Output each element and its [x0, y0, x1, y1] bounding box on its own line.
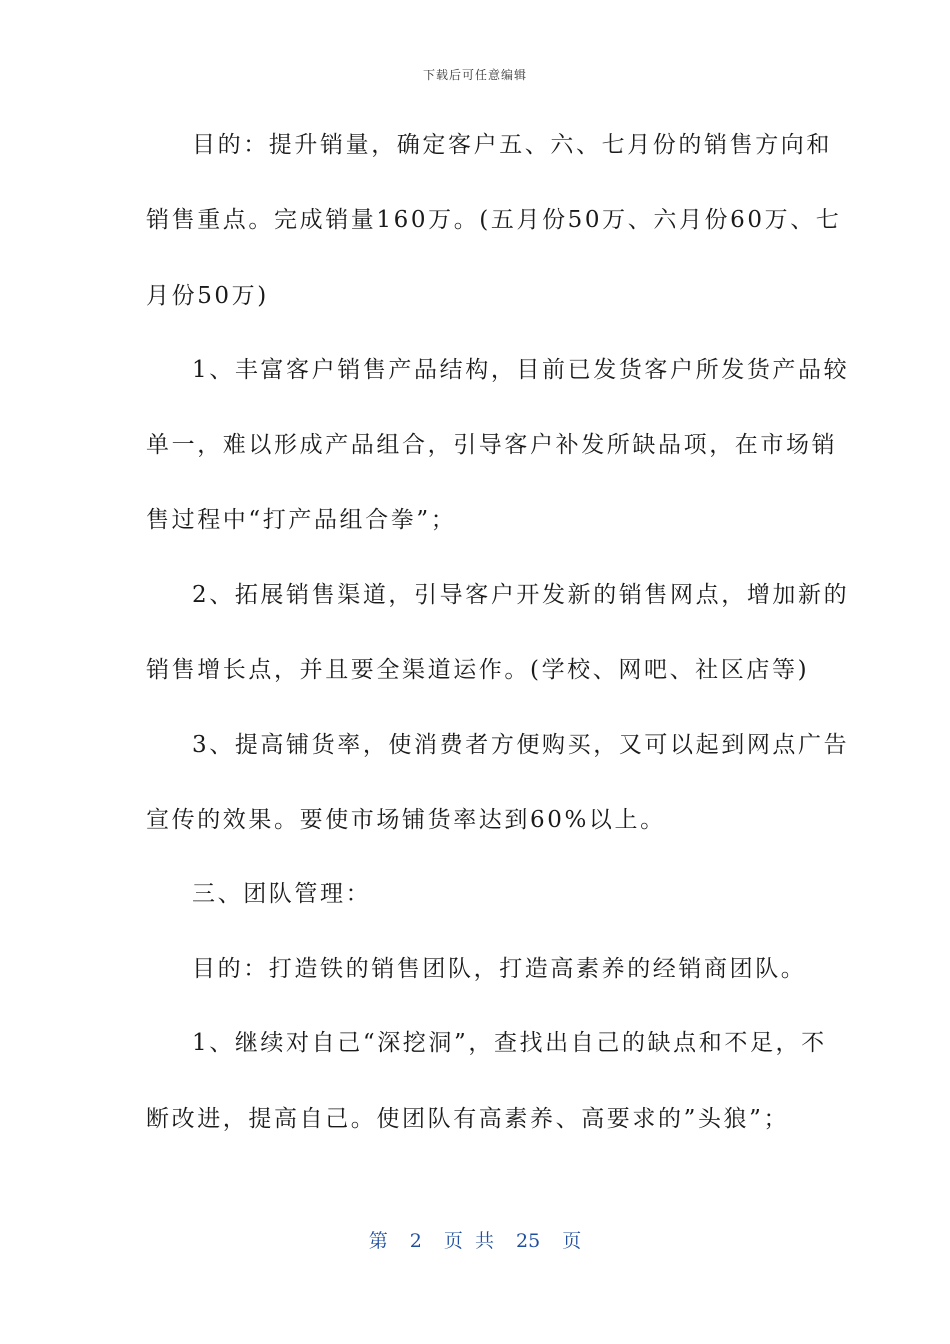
- page-number-footer: [0, 1226, 950, 1253]
- footer-prefix: 第: [368, 1230, 388, 1252]
- text-line: 1、丰富客户销售产品结构，目前已发货客户所发货产品较: [192, 357, 850, 383]
- text-line: 宣传的效果。要使市场铺货率达到60%以上。: [146, 807, 666, 833]
- text-line: 售过程中“打产品组合拳”；: [146, 507, 457, 533]
- footer-suffix: 页: [562, 1230, 582, 1252]
- text-line: 销售重点。完成销量160万。(五月份50万、六月份60万、七: [146, 207, 842, 233]
- text-line: 1、继续对自己“深挖洞”，查找出自己的缺点和不足，不: [192, 1030, 827, 1056]
- header-note: 下载后可任意编辑: [422, 68, 527, 82]
- footer-total: 25: [516, 1230, 541, 1252]
- text-line: 月份50万): [146, 283, 269, 309]
- text-line: 目的：提升销量，确定客户五、六、七月份的销售方向和: [192, 132, 832, 158]
- section-heading: 三、团队管理：: [192, 881, 372, 907]
- footer-mid: 页 共: [443, 1230, 494, 1252]
- text-line: 单一，难以形成产品组合，引导客户补发所缺品项，在市场销: [146, 432, 838, 458]
- text-line: 2、拓展销售渠道，引导客户开发新的销售网点，增加新的: [192, 582, 850, 608]
- text-line: 销售增长点，并且要全渠道运作。(学校、网吧、社区店等): [146, 657, 810, 683]
- text-line: 目的：打造铁的销售团队，打造高素养的经销商团队。: [192, 956, 807, 982]
- text-line: 3、提高铺货率，使消费者方便购买，又可以起到网点广告: [192, 732, 850, 758]
- footer-page: 2: [409, 1230, 422, 1252]
- text-line: 断改进，提高自己。使团队有高素养、高要求的”头狼”；: [146, 1106, 790, 1132]
